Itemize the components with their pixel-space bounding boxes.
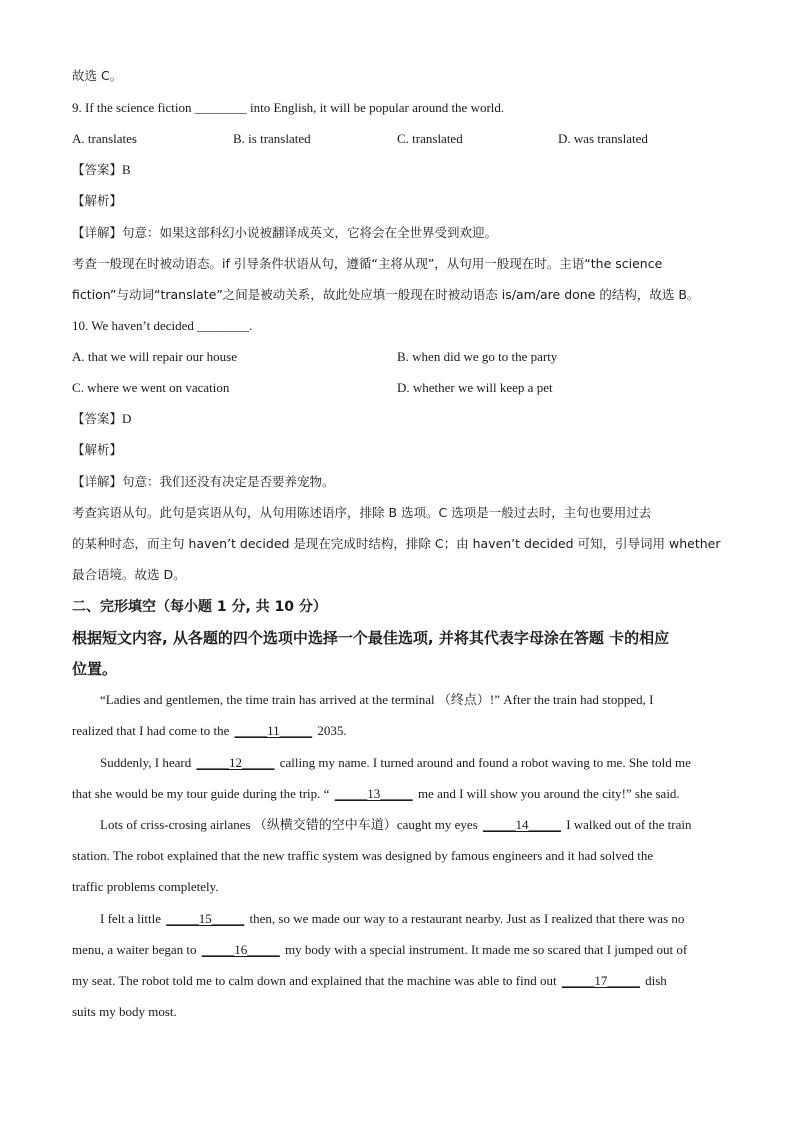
q10-answer xyxy=(72,411,131,427)
blank-15: _____15_____ xyxy=(166,911,245,926)
q9-option-b: B. is translated xyxy=(233,131,311,146)
text: calling my name. I turned around and found a robot waving to me. She told me xyxy=(276,755,691,770)
q10-option-d: D. whether we will keep a pet xyxy=(397,380,553,395)
text: my body with a special instrument. It made me so scared that I jumped out of xyxy=(281,942,688,957)
blank-17: _____17_____ xyxy=(561,973,640,988)
gloss: （终点） xyxy=(437,693,490,708)
text: “Ladies and gentlemen, the time train has arrived at the terminal xyxy=(100,692,438,707)
q10-option-a: A. that we will repair our house xyxy=(72,349,237,364)
q10-explanation-2: 的某种时态，而主句 haven’t decided 是现在完成时结构，排除 C；由 haven’t decided 可知，引导词用 whether xyxy=(72,536,721,551)
q9-analysis-label: 【解析】 xyxy=(72,193,123,208)
instruction-line-1: 根据短文内容, 从各题的四个选项中选择一个最佳选项, 并将其代表字母涂在答题 卡的相应 xyxy=(72,629,670,647)
blank-13: _____13_____ xyxy=(334,786,413,801)
text: then, so we made our way to a restaurant nearby. Just as I realized that there was no xyxy=(246,911,685,926)
text: dish xyxy=(641,973,667,988)
question-9-stem: 9. If the science fiction ________ into English, it will be popular around the world. xyxy=(72,100,505,115)
passage-p3-line3: traffic problems completely. xyxy=(72,879,219,894)
q10-explanation-1: 考查宾语从句。此句是宾语从句，从句用陈述语序，排除 B 选项。C 选项是一般过去时，主句也要用过去 xyxy=(72,505,652,520)
passage-p2-line1 xyxy=(100,755,691,771)
blank-11: _____11_____ xyxy=(234,723,313,738)
question-10-stem: 10. We haven’t decided ________. xyxy=(72,318,253,333)
q9-answer xyxy=(72,162,131,178)
q9-detail: 【详解】句意：如果这部科幻小说被翻译成英文，它将会在全世界受到欢迎。 xyxy=(72,225,498,240)
text: my seat. The robot told me to calm down and explained that the machine was able to find out xyxy=(72,973,560,988)
passage-p2-line2 xyxy=(72,786,680,802)
passage-p1-line2 xyxy=(72,723,347,739)
passage-p4-line2 xyxy=(72,942,687,958)
answer-value: D xyxy=(122,411,132,426)
text: menu, a waiter began to xyxy=(72,942,200,957)
text: !” After the train had stopped, I xyxy=(489,692,654,707)
instruction-line-2: 位置。 xyxy=(72,660,118,678)
passage-p4-line4: suits my body most. xyxy=(72,1004,177,1019)
text: Lots of criss-crosing airlanes xyxy=(100,817,254,832)
passage-p1-line1 xyxy=(100,692,653,709)
text: that she would be my tour guide during the trip. “ xyxy=(72,786,333,801)
passage-p3-line2: station. The robot explained that the new traffic system was designed by famous engineers and it had solved the xyxy=(72,848,654,863)
q9-explanation-2: fiction”与动词“translate”之间是被动关系，故此处应填一般现在时被动语态 is/am/are done 的结构，故选 B。 xyxy=(72,287,700,302)
section-heading: 二、完形填空（每小题 1 分, 共 10 分） xyxy=(72,599,327,615)
gloss: （纵横交错的空中车道） xyxy=(253,818,397,833)
q9-explanation-1: 考查一般现在时被动语态。if 引导条件状语从句，遵循“主将从现”，从句用一般现在时。主语“the science xyxy=(72,256,663,271)
q10-option-c: C. where we went on vacation xyxy=(72,380,230,395)
text: caught my eyes xyxy=(396,817,481,832)
passage-p4-line1 xyxy=(100,911,684,927)
text: I walked out of the train xyxy=(562,817,692,832)
passage-p3-line1 xyxy=(100,817,691,834)
answer-label: 【答案】 xyxy=(72,411,123,426)
previous-answer-line: 故选 C。 xyxy=(72,68,123,83)
blank-12: _____12_____ xyxy=(196,755,275,770)
blank-16: _____16_____ xyxy=(201,942,280,957)
passage-p4-line3 xyxy=(72,973,667,989)
answer-value: B xyxy=(122,162,131,177)
text: me and I will show you around the city!” she said. xyxy=(414,786,680,801)
text: realized that I had come to the xyxy=(72,723,233,738)
blank-14: _____14_____ xyxy=(482,817,561,832)
q10-analysis-label: 【解析】 xyxy=(72,442,123,457)
text: Suddenly, I heard xyxy=(100,755,195,770)
q10-explanation-3: 最合语境。故选 D。 xyxy=(72,567,186,582)
q9-option-d: D. was translated xyxy=(558,131,648,146)
q9-option-c: C. translated xyxy=(397,131,463,146)
text: 2035. xyxy=(314,723,347,738)
q10-detail: 【详解】句意：我们还没有决定是否要养宠物。 xyxy=(72,474,335,489)
answer-label: 【答案】 xyxy=(72,162,123,177)
q9-option-a: A. translates xyxy=(72,131,137,146)
text: I felt a little xyxy=(100,911,165,926)
q10-option-b: B. when did we go to the party xyxy=(397,349,558,364)
